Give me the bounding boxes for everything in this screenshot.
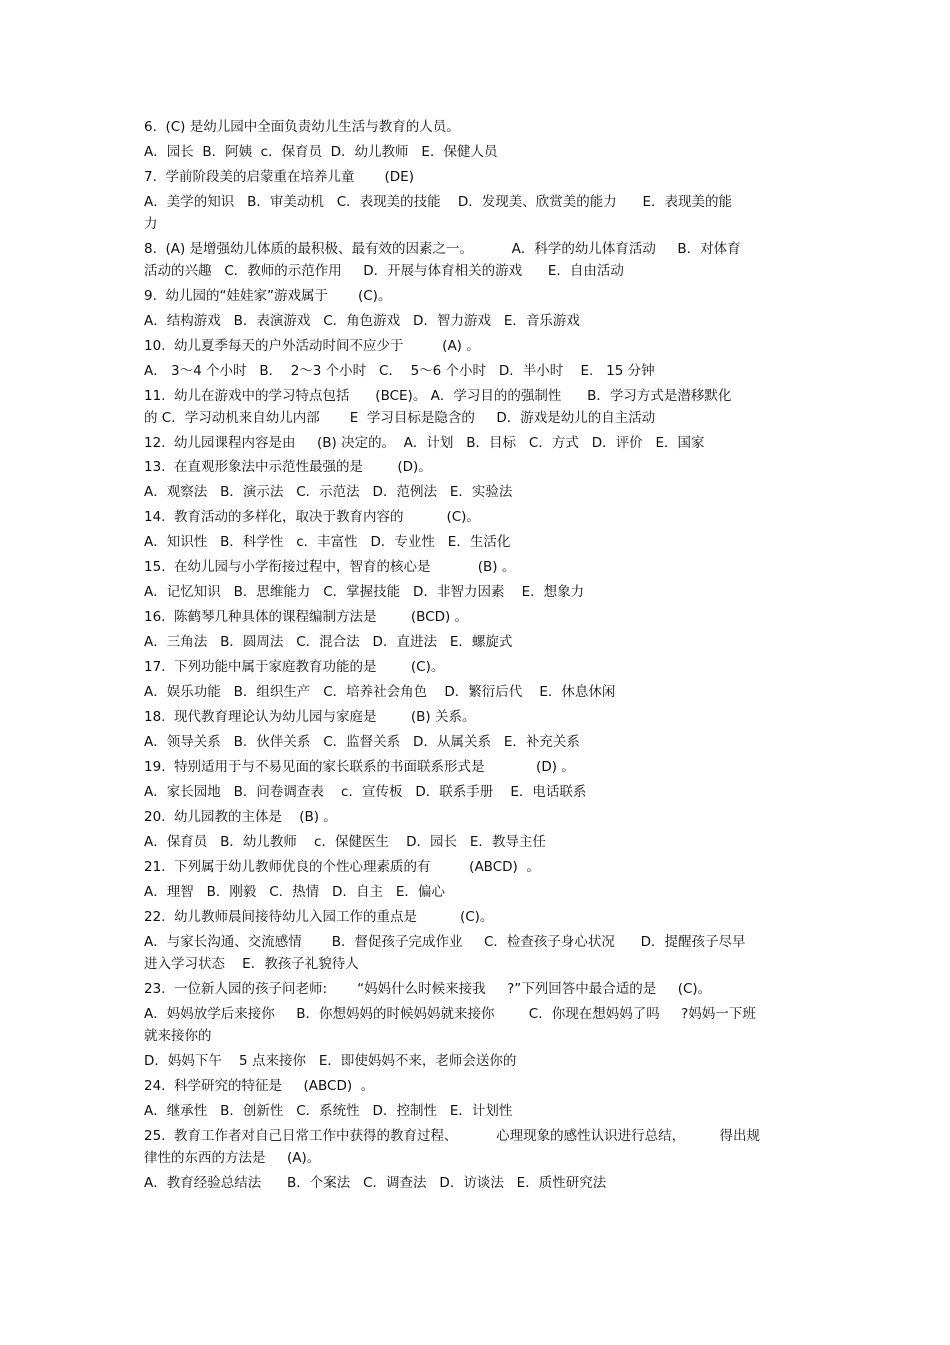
- question-19: 19. 特别适用于与不易见面的家长联系的书面联系形式是 (D) 。: [144, 759, 575, 775]
- question-8-continued: 活动的兴趣 C．教师的示范作用 D．开展与体育相关的游戏 E．自由活动: [144, 263, 624, 279]
- options-23-d: D．妈妈下午 5 点来接你 E．即使妈妈不来，老师会送你的: [144, 1053, 517, 1069]
- options-17: A．娱乐功能 B．组织生产 C．培养社会角色 D．繁衍后代 E．休息休闲: [144, 684, 616, 700]
- document-page: [144, 116, 806, 1197]
- question-10: 10. 幼儿夏季每天的户外活动时间不应少于 (A) 。: [144, 338, 480, 354]
- question-25: 25. 教育工作者对自己日常工作中获得的教育过程、 心理现象的感性认识进行总结， 得出规: [144, 1128, 761, 1144]
- question-20: 20. 幼儿园教的主体是 (B) 。: [144, 809, 337, 825]
- options-7-continued: 力: [144, 216, 158, 232]
- options-21: A．理智 B．刚毅 C．热情 D．自主 E．偏心: [144, 884, 445, 900]
- options-25: A．教育经验总结法 B．个案法 C．调查法 D．访谈法 E．质性研究法: [144, 1175, 607, 1191]
- options-16: A．三角法 B．圆周法 C．混合法 D．直进法 E．螺旋式: [144, 634, 513, 650]
- options-23-continued: 就来接你的: [144, 1028, 212, 1044]
- question-13: 13. 在直观形象法中示范性最强的是 (D)。: [144, 459, 432, 475]
- question-14: 14. 教育活动的多样化，取决于教育内容的 (C)。: [144, 509, 480, 525]
- options-18: A．领导关系 B．伙伴关系 C．监督关系 D．从属关系 E．补充关系: [144, 734, 580, 750]
- options-20: A．保育员 B．幼儿教师 c．保健医生 D．园长 E．教导主任: [144, 834, 546, 850]
- question-11-continued: 的 C．学习动机来自幼儿内部 E 学习目标是隐含的 D．游戏是幼儿的自主活动: [144, 410, 656, 426]
- options-7: A．美学的知识 B．审美动机 C．表现美的技能 D．发现美、欣赏美的能力 E．表现美的能: [144, 194, 733, 210]
- options-13: A．观察法 B．演示法 C．示范法 D．范例法 E．实验法: [144, 484, 513, 500]
- question-16: 16. 陈鹤琴几种具体的课程编制方法是 (BCD) 。: [144, 609, 469, 625]
- question-22: 22. 幼儿教师晨间接待幼儿入园工作的重点是 (C)。: [144, 909, 494, 925]
- question-23: 23. 一位新人园的孩子问老师: “妈妈什么时候来接我 ?”下列回答中最合适的是 (C)。: [144, 981, 712, 997]
- options-10: A． 3～4 个小时 B． 2～3 个小时 C． 5～6 个小时 D．半小时 E. 15 分钟: [144, 363, 655, 379]
- question-18: 18. 现代教育理论认为幼儿园与家庭是 (B) 关系。: [144, 709, 476, 725]
- question-12: 12. 幼儿园课程内容是由 (B) 决定的。 A．计划 B．目标 C．方式 D．评价 E．国家: [144, 435, 705, 451]
- question-21: 21. 下列属于幼儿教师优良的个性心理素质的有 (ABCD) 。: [144, 859, 540, 875]
- options-9: A．结构游戏 B．表演游戏 C．角色游戏 D．智力游戏 E．音乐游戏: [144, 313, 580, 329]
- question-15: 15. 在幼儿园与小学衔接过程中，智育的核心是 (B) 。: [144, 559, 516, 575]
- question-11: 11. 幼儿在游戏中的学习特点包括 (BCE)。 A．学习目的的强制性 B．学习方式是潜移默化: [144, 388, 732, 404]
- options-23: A．妈妈放学后来接你 B．你想妈妈的时候妈妈就来接你 C．你现在想妈妈了吗 ?妈妈一下班: [144, 1006, 756, 1022]
- question-25-continued: 律性的东西的方法是 (A)。: [144, 1150, 321, 1166]
- question-24: 24. 科学研究的特征是 (ABCD) 。: [144, 1078, 375, 1094]
- question-7: 7. 学前阶段美的启蒙重在培养儿童 (DE): [144, 169, 414, 185]
- options-24: A．继承性 B．创新性 C．系统性 D．控制性 E．计划性: [144, 1103, 513, 1119]
- options-15: A．记忆知识 B．思维能力 C．掌握技能 D．非智力因素 E．想象力: [144, 584, 585, 600]
- question-9: 9. 幼儿园的“娃娃家”游戏属于 (C)。: [144, 288, 392, 304]
- options-19: A．家长园地 B．问卷调查表 c．宣传板 D．联系手册 E．电话联系: [144, 784, 587, 800]
- options-22-continued: 进入学习状态 E．教孩子礼貌待人: [144, 956, 359, 972]
- options-6: A．园长 B．阿姨 c．保育员 D．幼儿教师 E．保健人员: [144, 144, 498, 160]
- options-22: A．与家长沟通、交流感情 B．督促孩子完成作业 C．检查孩子身心状况 D．提醒孩子尽早: [144, 934, 746, 950]
- question-8: 8. (A) 是增强幼儿体质的最积极、最有效的因素之一。 A．科学的幼儿体育活动 B．对体育: [144, 241, 741, 257]
- options-14: A．知识性 B．科学性 c．丰富性 D．专业性 E．生活化: [144, 534, 511, 550]
- question-6: 6. (C) 是幼儿园中全面负责幼儿生活与教育的人员。: [144, 119, 460, 135]
- question-17: 17. 下列功能中属于家庭教育功能的是 (C)。: [144, 659, 445, 675]
